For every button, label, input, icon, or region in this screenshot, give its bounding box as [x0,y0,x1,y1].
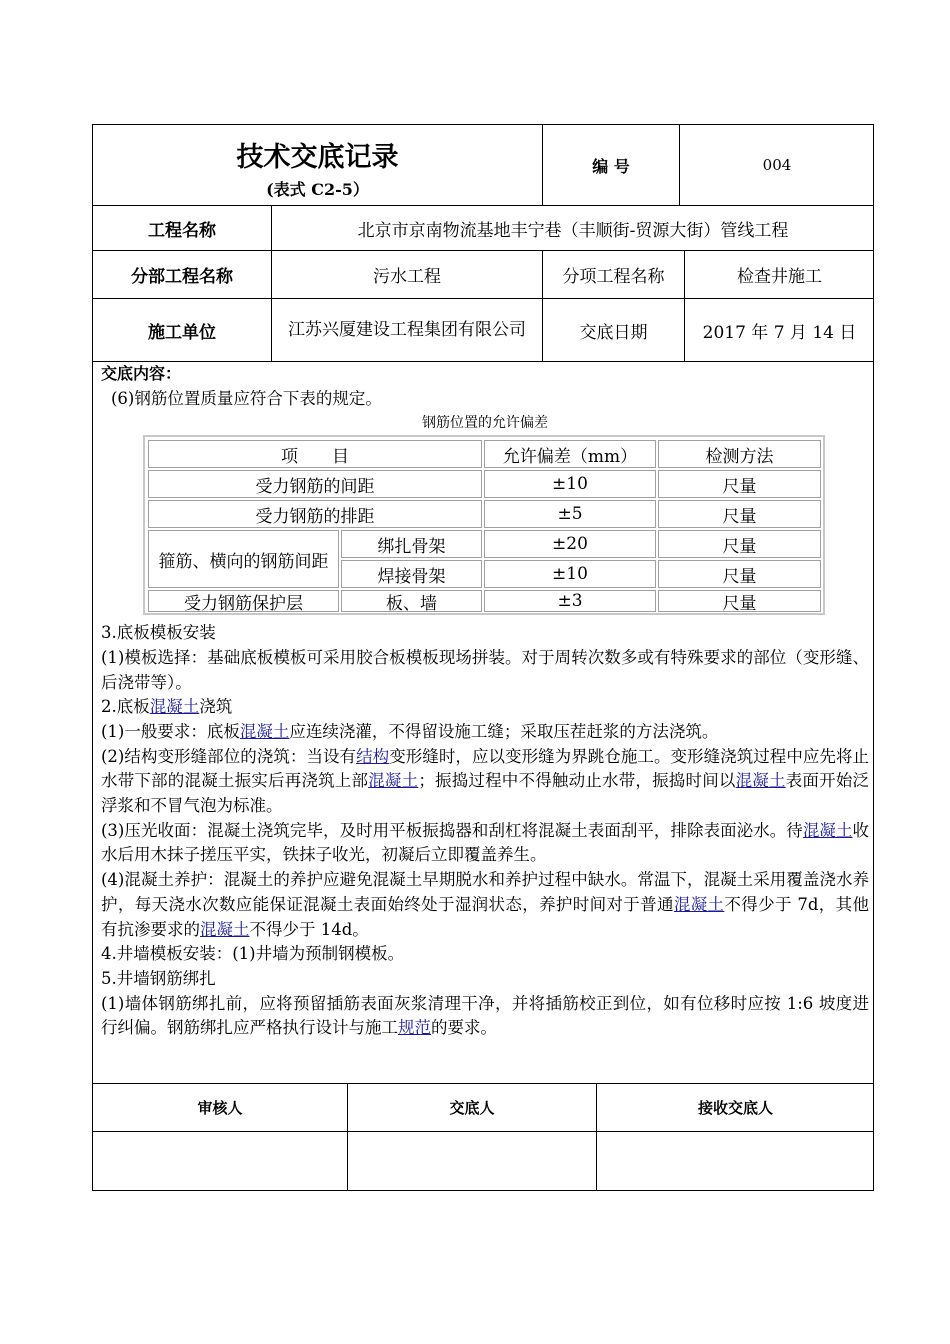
section-5-para-1 [101,992,869,1041]
concrete-link[interactable]: 混凝土 [200,919,250,939]
table-header-method: 检测方法 [658,440,821,468]
table-cell-method: 尺量 [658,560,821,588]
table-header-item: 项 目 [148,440,482,468]
content-intro: (6)钢筋位置质量应符合下表的规定。 [111,388,382,408]
project-name-value: 北京市京南物流基地丰宁巷（丰顺街-贸源大街）管线工程 [357,220,789,241]
concrete-link[interactable]: 混凝土 [802,820,853,840]
presenter-signature-field[interactable] [348,1132,596,1190]
text-run: 的要求。 [431,1018,497,1038]
table-cell-subitem: 焊接骨架 [341,560,482,588]
table-cell-item: 受力钢筋的排距 [148,500,482,528]
text-run: (1)一般要求：底板 [101,721,240,741]
concrete-link[interactable]: 混凝土 [368,771,419,791]
concrete-link[interactable]: 混凝土 [149,697,200,717]
table-cell-subitem: 板、墙 [341,590,482,612]
table-cell-method: 尺量 [658,530,821,558]
number-label: 编 号 [592,156,630,176]
structure-link[interactable]: 结构 [356,746,390,766]
table-cell-tolerance: ±5 [484,500,656,528]
tolerance-table [143,435,825,615]
text-run: 表面开始泛浮浆和不冒气泡为标准。 [101,771,870,816]
text-run: 浇筑 [199,697,233,717]
contractor-label: 施工单位 [148,322,216,343]
section-2-para-4 [101,868,869,942]
table-header-tolerance: 允许偏差（mm） [484,440,656,468]
text-run: 收水后用木抹子搓压平实，铁抹子收光，初凝后立即覆盖养生。 [101,820,870,865]
presenter-label: 交底人 [449,1099,495,1117]
number-value: 004 [762,156,792,174]
text-run: (2)结构变形缝部位的浇筑：当设有 [101,746,357,766]
date-value: 2017 年 7 月 14 日 [702,322,857,343]
table-cell-tolerance: ±20 [484,530,656,558]
reviewer-signature-field[interactable] [93,1132,347,1190]
table-cell-tolerance: ±10 [484,560,656,588]
text-run: 2.底板 [101,697,150,717]
table-cell-tolerance: ±10 [484,470,656,498]
receiver-signature-field[interactable] [597,1132,874,1190]
text-run: 不得少于 14d。 [249,919,369,939]
spec-link[interactable]: 规范 [398,1018,431,1038]
division-label: 分部工程名称 [131,267,233,287]
subitem-value: 检查井施工 [737,267,822,287]
text-run: ；振捣过程中不得触动止水带，振捣时间以 [418,771,736,791]
content-heading: 交底内容： [101,364,182,383]
text-run: (1)墙体钢筋绑扎前，应将预留插筋表面灰浆清理干净，并将插筋校正到位，如有位移时应按 1:6 坡度进行纠偏。钢筋绑扎应严格执行设计与施工 [101,993,869,1038]
table-cell-group: 受力钢筋保护层 [148,590,339,612]
text-run: 应连续浇灌，不得留设施工缝；采取压茬赶浆的方法浇筑。 [289,721,719,741]
table-caption: 钢筋位置的允许偏差 [422,415,548,432]
text-run: (3)压光收面：混凝土浇筑完毕，及时用平板振捣器和刮杠将混凝土表面刮平，排除表面泌水。待 [101,820,803,840]
table-cell-tolerance: ±3 [484,590,656,612]
date-label: 交底日期 [579,322,648,343]
concrete-link[interactable]: 混凝土 [673,894,725,914]
section-2-para-2 [101,745,869,819]
table-cell-method: 尺量 [658,470,821,498]
reviewer-label: 审核人 [197,1099,243,1117]
contractor-value: 江苏兴厦建设工程集团有限公司 [288,320,526,340]
text-run: 变形缝时，应以变形缝为界跳仓施工。变形缝浇筑过程中应先将止水带下部的混凝土振实后再浇筑上部 [101,746,870,791]
table-cell-subitem: 绑扎骨架 [341,530,482,558]
concrete-link[interactable]: 混凝土 [735,771,786,791]
text-run: 不得少于 7d，其他有抗渗要求的 [101,894,870,939]
text-run: (4)混凝土养护：混凝土的养护应避免混凝土早期脱水和养护过程中缺水。常温下，混凝土采用覆盖浇水养护，每天浇水次数应能保证混凝土表面始终处于湿润状态，养护时间对于普通 [101,870,869,914]
section-2-para-1 [101,720,869,745]
table-cell-method: 尺量 [658,500,821,528]
section-5-title: 5.井墙钢筋绑扎 [101,968,216,988]
division-value: 污水工程 [373,267,441,287]
table-cell-group: 箍筋、横向的钢筋间距 [148,530,339,588]
project-name-label: 工程名称 [148,220,216,241]
section-3-para-1: (1)模板选择：基础底板模板可采用胶合板模板现场拼装。对于周转次数多或有特殊要求的部位（变形缝、后浇带等）。 [101,647,869,692]
concrete-link[interactable]: 混凝土 [239,721,290,741]
table-cell-item: 受力钢筋的间距 [148,470,482,498]
receiver-label: 接收交底人 [697,1099,773,1117]
table-cell-method: 尺量 [658,590,821,612]
section-2-para-3 [101,819,869,868]
section-3-title: 3.底板模板安装 [101,623,216,643]
form-code: (表式 C2-5） [266,179,369,199]
document-title: 技术交底记录 [236,141,399,173]
section-2-title [101,695,869,720]
subitem-label: 分项工程名称 [562,267,665,287]
section-4: 4.井墙模板安装：(1)井墙为预制钢模板。 [101,944,405,964]
